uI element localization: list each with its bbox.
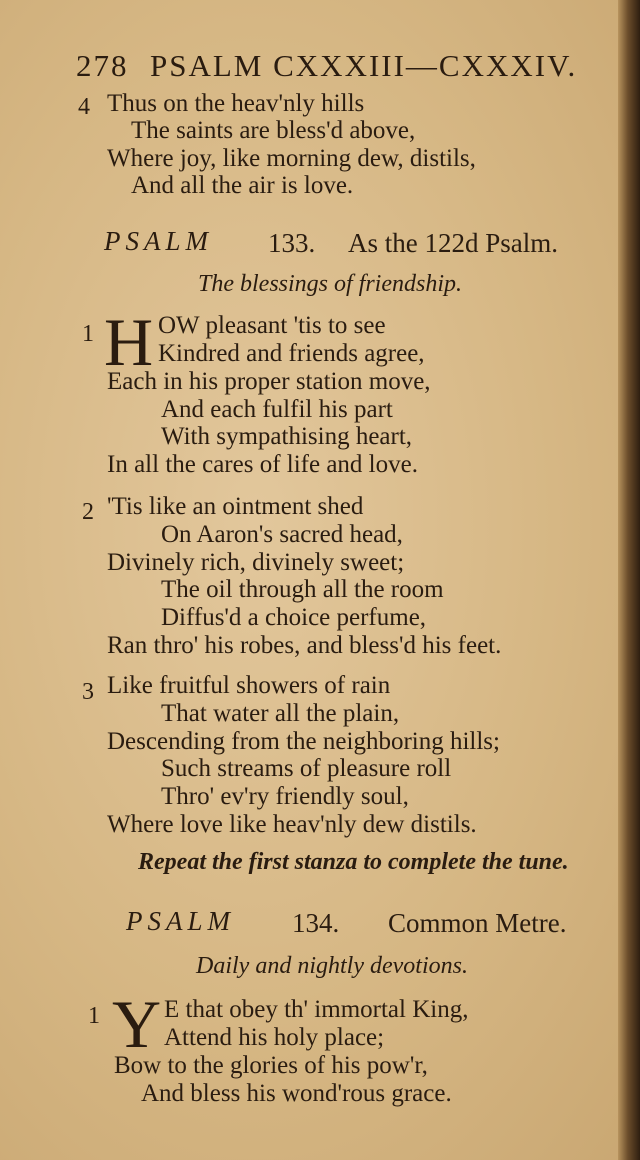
- verse-line: 'Tis like an ointment shed: [107, 493, 364, 520]
- repeat-note: Repeat the first stanza to complete the tune.: [138, 849, 569, 875]
- verse-line: Each in his proper station move,: [107, 368, 431, 395]
- stanza-number: 3: [82, 679, 94, 705]
- tune-note: Common Metre.: [388, 908, 567, 938]
- psalm-subtitle: The blessings of friendship.: [198, 271, 463, 297]
- psalm-label: PSALM: [126, 906, 235, 936]
- verse-line: With sympathising heart,: [161, 423, 413, 450]
- verse-line: Thus on the heav'nly hills: [107, 90, 365, 117]
- tune-note: As the 122d Psalm.: [348, 228, 559, 258]
- verse-line: Attend his holy place;: [164, 1024, 385, 1051]
- verse-line: Divinely rich, divinely sweet;: [107, 549, 405, 576]
- drop-cap: Y: [112, 986, 162, 1062]
- verse-line: Descending from the neighboring hills;: [107, 728, 500, 755]
- psalm-subtitle: Daily and nightly devotions.: [196, 953, 468, 979]
- verse-line: E that obey th' immortal King,: [164, 996, 469, 1023]
- verse-line: Where love like heav'nly dew distils.: [107, 811, 477, 838]
- verse-line: On Aaron's sacred head,: [161, 521, 403, 548]
- page-number: 278: [76, 48, 129, 83]
- verse-line: Bow to the glories of his pow'r,: [114, 1052, 428, 1079]
- verse-line: Thro' ev'ry friendly soul,: [161, 783, 409, 810]
- verse-line: The saints are bless'd above,: [131, 117, 416, 144]
- verse-line: And each fulfil his part: [161, 396, 393, 423]
- verse-line: And bless his wond'rous grace.: [141, 1080, 452, 1107]
- stanza-number: 4: [78, 94, 90, 120]
- stanza-number: 2: [82, 499, 94, 525]
- psalm-number: 133.: [268, 228, 316, 258]
- verse-line: Where joy, like morning dew, distils,: [107, 145, 476, 172]
- verse-line: Kindred and friends agree,: [158, 340, 425, 367]
- verse-line: OW pleasant 'tis to see: [158, 312, 386, 339]
- psalm-label: PSALM: [104, 226, 213, 256]
- verse-line: And all the air is love.: [131, 172, 354, 199]
- verse-line: Diffus'd a choice perfume,: [161, 604, 427, 631]
- drop-cap: H: [104, 304, 154, 380]
- running-title: PSALM CXXXIII—CXXXIV.: [150, 48, 578, 83]
- verse-line: That water all the plain,: [161, 700, 400, 727]
- verse-line: Ran thro' his robes, and bless'd his feet.: [107, 632, 502, 659]
- page-edge-shadow: [618, 0, 640, 1160]
- verse-line: In all the cares of life and love.: [107, 451, 418, 478]
- stanza-number: 1: [88, 1003, 100, 1029]
- stanza-number: 1: [82, 321, 94, 347]
- psalm-number: 134.: [292, 908, 340, 938]
- verse-line: Like fruitful showers of rain: [107, 672, 391, 699]
- verse-line: Such streams of pleasure roll: [161, 755, 452, 782]
- verse-line: The oil through all the room: [161, 576, 444, 603]
